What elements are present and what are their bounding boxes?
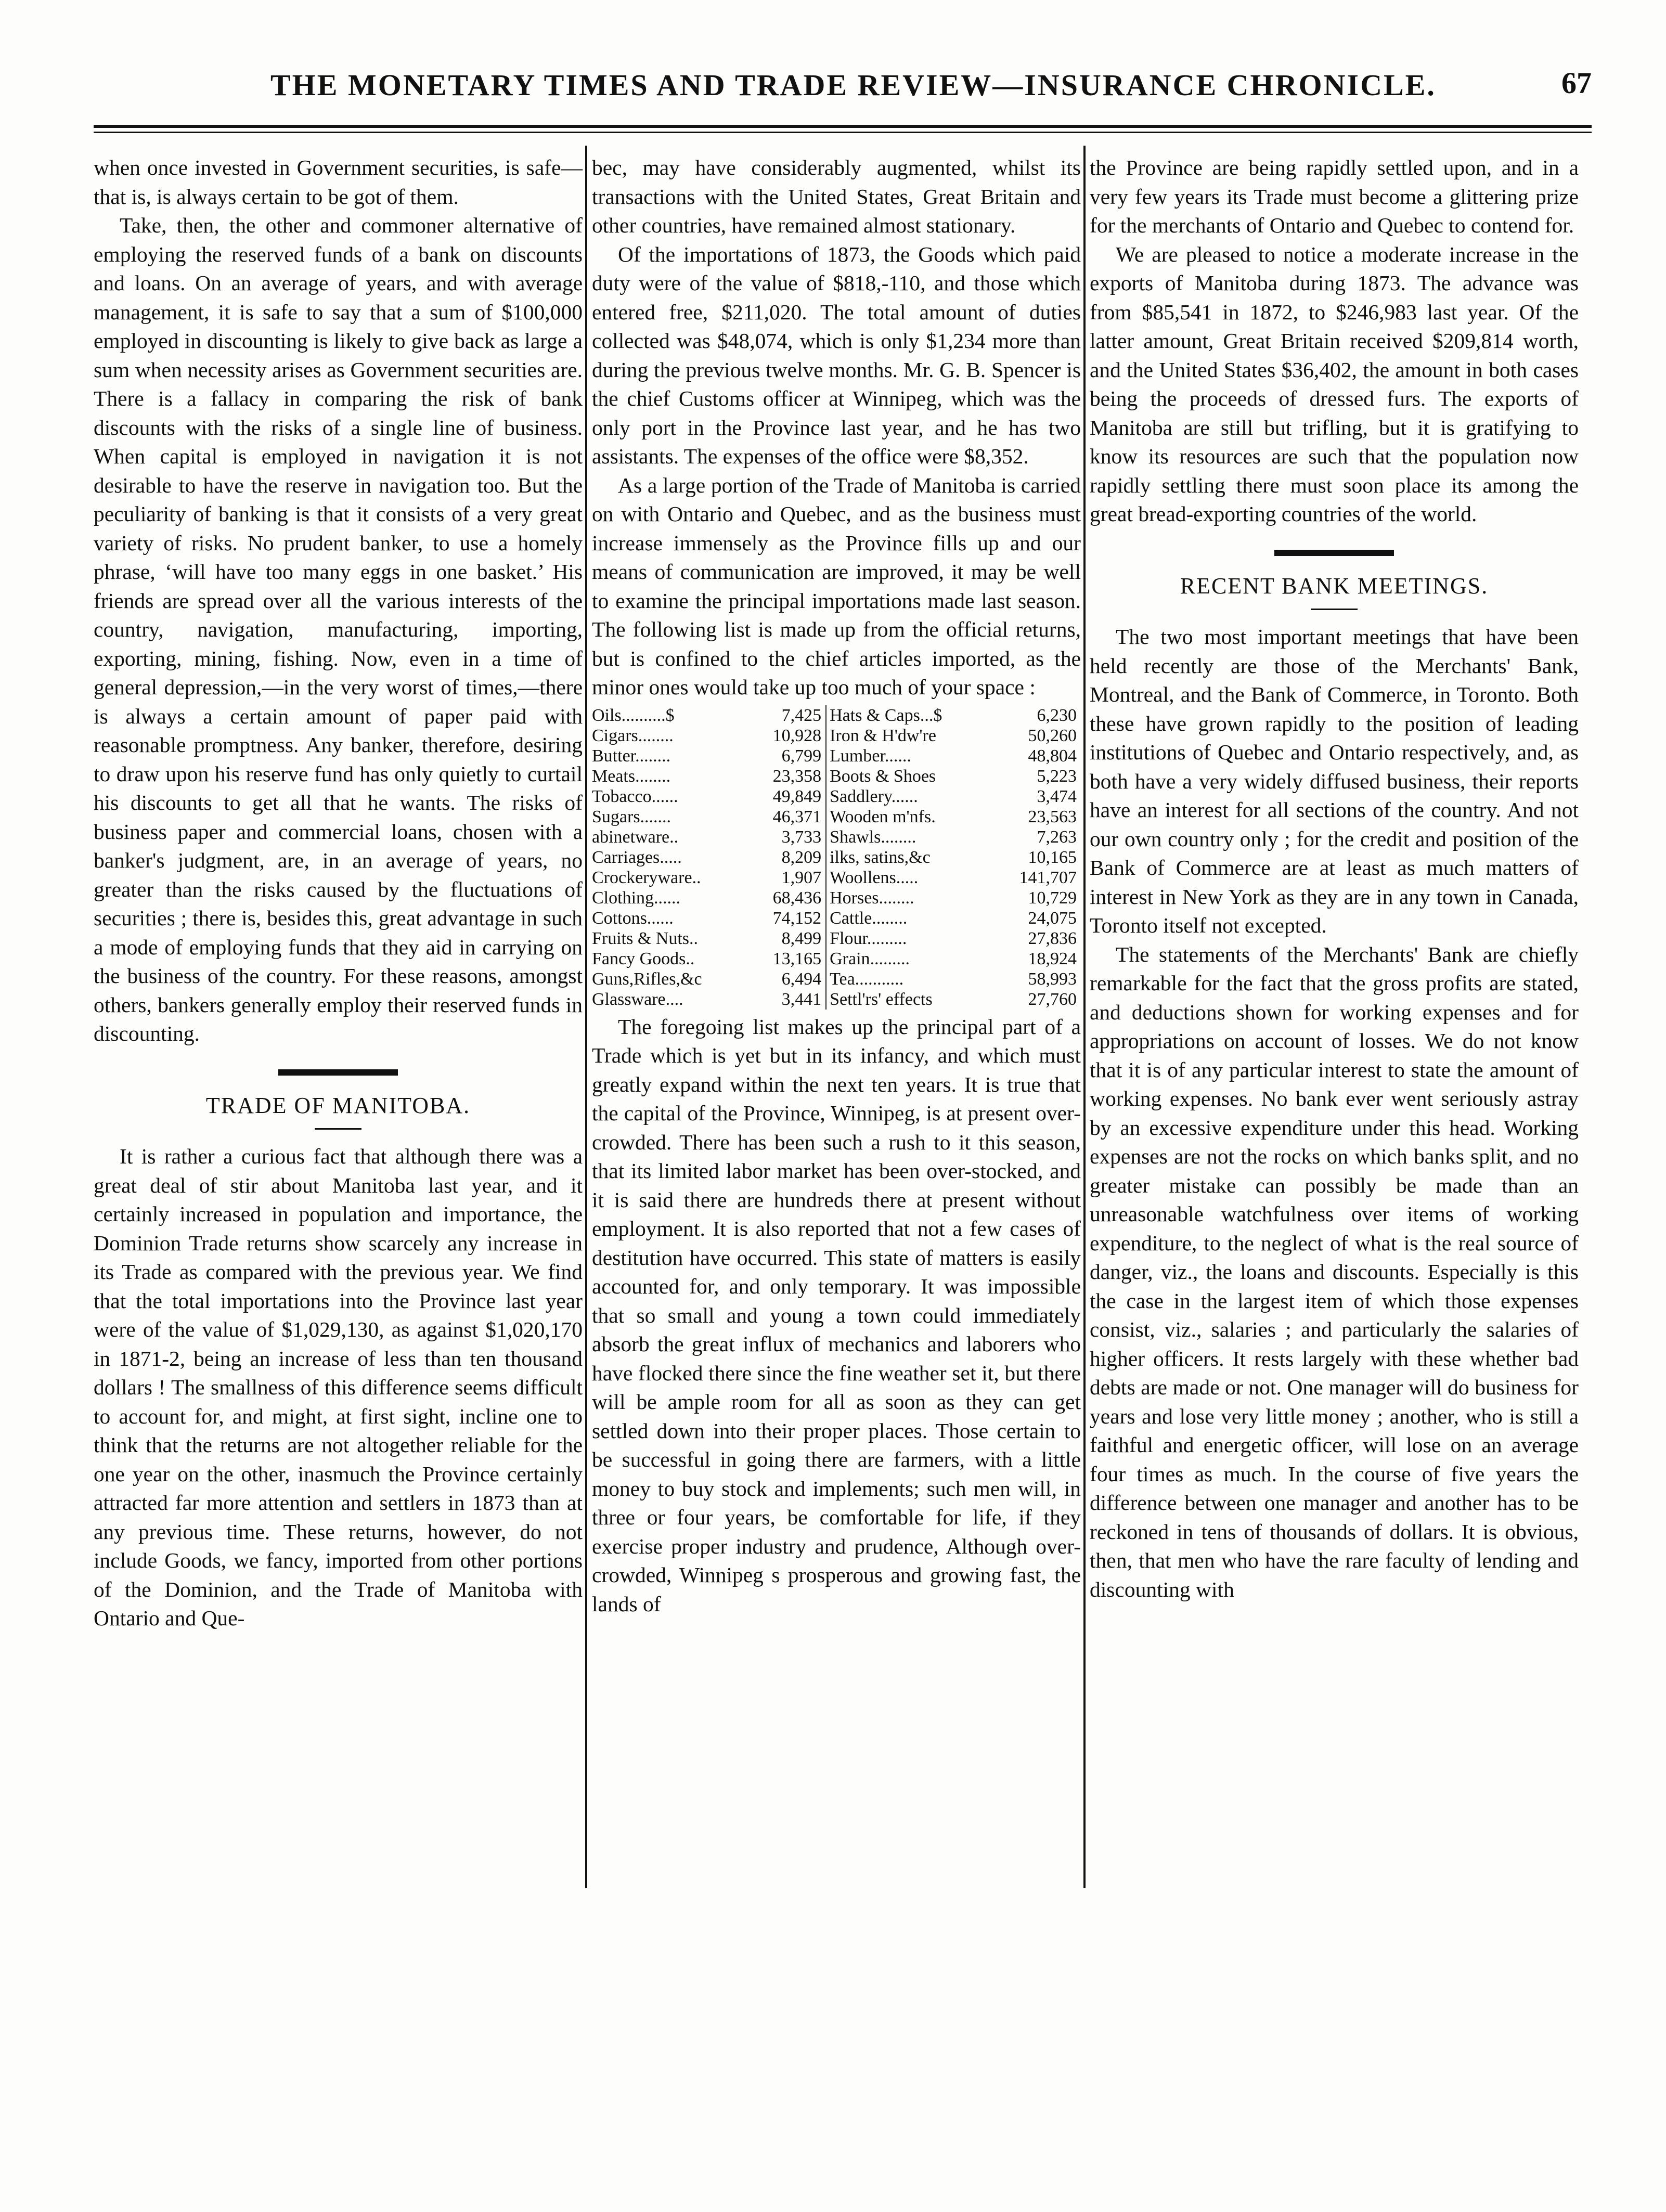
item-name: abinetware.. <box>592 827 679 847</box>
item-value: 24,075 <box>1028 908 1077 928</box>
item-value: 141,707 <box>1019 868 1077 887</box>
table-row <box>592 989 1081 1010</box>
item-name: Grain......... <box>826 949 992 969</box>
column-right <box>1090 153 1579 1604</box>
paragraph: the Province are being rapidly settled upon, and in a very few years its Trade must become a glittering prize for the merchants of Ontario and Quebec to contend for. <box>1090 156 1579 237</box>
item-name: Crockeryware.. <box>592 868 701 887</box>
item-name: Settl'rs' effects <box>826 989 992 1010</box>
item-name: Lumber...... <box>826 746 992 766</box>
item-name: Shawls........ <box>826 827 992 847</box>
item-name: Boots & Shoes <box>826 766 992 786</box>
paragraph: As a large portion of the Trade of Manitoba is carried on with Ontario and Quebec, and as the business must increase immensely as the Province fills up and our means of communication are improved, it may be well to examine the principal importations made last season. The following list is made up from the official returns, but is confined to the chief articles imported, as the minor ones would take up too much of your space : <box>592 473 1081 699</box>
table-row <box>592 786 1081 807</box>
section-rule <box>278 1069 398 1076</box>
table-row <box>592 726 1081 746</box>
table-row <box>592 827 1081 847</box>
table-row <box>592 766 1081 786</box>
item-value: 10,729 <box>1028 888 1077 908</box>
table-row <box>592 807 1081 827</box>
item-value: 46,371 <box>772 807 822 826</box>
item-name: Carriages..... <box>592 847 682 867</box>
table-row <box>592 847 1081 868</box>
item-value: 6,799 <box>781 746 822 766</box>
publication-title: THE MONETARY TIMES AND TRADE REVIEW—INSURANCE CHRONICLE. <box>270 68 1436 102</box>
item-value: 1,907 <box>781 868 822 887</box>
table-row <box>592 888 1081 908</box>
paragraph: We are pleased to notice a moderate increase in the exports of Manitoba during 1873. The advance was from $85,541 in 1872, to $246,983 last year. Of the latter amount, Great Britain received $209,814 worth, and the United States $36,402, the amount in both cases being the proceeds of dressed furs. The exports of Manitoba are still but trifling, but it is gratifying to know its resources are such that the population now rapidly settling there must soon place its among the great bread-exporting countries of the world. <box>1090 242 1579 526</box>
item-name: Flour......... <box>826 928 992 949</box>
item-name: Wooden m'nfs. <box>826 807 992 827</box>
item-value: 6,494 <box>781 969 822 989</box>
paragraph: The statements of the Merchants' Bank are chiefly remarkable for the fact that the gross profits are stated, and deductions shown for working expenses and for appropriations on account of losses. We do not know that it is of any particular interest to state the amount of working expenses. No bank ever went seriously astray by an excessive expenditure under this head. Working expenses are not the rocks on which banks split, and no greater mistake can possibly be made than an unreasonable watchfulness over items of working expenditure, to the neglect of what is the real source of danger, viz., the loans and discounts. Especially is this the case in the largest item of which those expenses consist, viz., salaries ; and particularly the salaries of higher officers. It rests largely with these whether bad debts are made or not. One manager will do business for years and lose very little money ; another, who is still a faithful and energetic officer, will lose on an average four times as much. In the course of five years the difference between one manager and another has to be reckoned in tens of thousands of dollars. It is obvious, then, that men who have the rare faculty of lending and discounting with <box>1090 942 1579 1601</box>
paragraph: when once invested in Government securities, is safe—that is, is always certain to be got of them. <box>94 156 583 209</box>
table-row <box>592 746 1081 766</box>
item-value: 68,436 <box>772 888 822 908</box>
item-name: Cottons...... <box>592 908 674 928</box>
item-value: 58,993 <box>1028 969 1077 989</box>
item-value: 27,836 <box>1028 928 1077 948</box>
table-row <box>592 908 1081 928</box>
section-rule <box>1274 550 1394 556</box>
item-name: Tea........... <box>826 969 992 989</box>
table-row <box>592 705 1081 726</box>
paragraph: It is rather a curious fact that although there was a great deal of stir about Manitoba last year, and it certainly increased in population and importance, the Dominion Trade returns show scarcely any increase in its Trade as compared with the previous year. We find that the total importations into the Province last year were of the value of $1,029,130, as against $1,020,170 in 1871-2, being an increase of less than ten thousand dollars ! The smallness of this difference seems difficult to account for, and might, at first sight, incline one to think that the returns are not altogether reliable for the one year on the other, inasmuch the Province certainly attracted far more attention and settlers in 1873 than at any previous time. These returns, however, do not include Goods, we fancy, imported from other portions of the Dominion, and the Trade of Manitoba with Ontario and Que- <box>94 1144 583 1630</box>
item-name: Saddlery...... <box>826 786 992 807</box>
item-name: Woollens..... <box>826 868 992 888</box>
imports-table <box>592 705 1081 1010</box>
item-value: 50,260 <box>1028 726 1077 745</box>
table-row <box>592 868 1081 888</box>
item-name: Clothing...... <box>592 888 681 908</box>
item-name: Sugars....... <box>592 807 671 826</box>
section-title-trade-of-manitoba: TRADE OF MANITOBA. <box>205 1092 471 1118</box>
item-name: Butter........ <box>592 746 671 766</box>
column-middle <box>592 153 1081 1619</box>
item-value: 7,263 <box>1037 827 1077 847</box>
paragraph: The foregoing list makes up the principal part of a Trade which is yet but in its infancy, and which must greatly expand within the next ten years. It is true that the capital of the Province, Winnipeg, is at present over-crowded. There has been such a rush to it this season, that its limited labor market has been over-stocked, and it is said there are hundreds there at present without employment. It is also reported that not a few cases of destitution have occurred. This state of matters is easily accounted for, and only temporary. It was impossible that so small and young a town could immediately absorb the great influx of mechanics and laborers who have flocked there since the fine weather set it, but there will be ample room for all as soon as they can get settled down into their proper places. Those certain to be successful in going there are farmers, with a little money to buy stock and implements; such men will, in three or four years, be comfortable for life, if they exercise proper industry and prudence, Although over-crowded, Winnipeg s prosperous and growing fast, the lands of <box>592 1014 1081 1616</box>
item-name: Meats........ <box>592 766 671 786</box>
paragraph: Take, then, the other and commoner alternative of employing the reserved funds of a bank on discounts and loans. On an average of years, and with average management, it is safe to say that a sum of $100,000 employed in discounting is likely to give back as large a sum when necessity arises as Government securities are. There is a fallacy in comparing the risk of bank discounts with the risks of a single line of business. When capital is employed in navigation it is not desirable to have the reserve in navigation too. But the peculiarity of banking is that it consists of a very great variety of risks. No prudent banker, to use a homely phrase, ‘will have too many eggs in one basket.’ His friends are spread over all the various interests of the country, navigation, manufacturing, importing, exporting, mining, fishing. Now, even in a time of general depression,—in the very worst of times,—there is always a certain amount of paper paid with reasonable promptness. Any banker, therefore, desiring to draw upon his reserve fund has only quietly to curtail his discounts to get all that he wants. The risks of business paper and commercial loans, chosen with a banker's judgment, are, in an average of years, no greater than the risks caused by the fluctuations of securities ; there is, besides this, great advantage in such a mode of employing funds that they aid in carrying on the business of the country. For these reasons, amongst others, bankers generally employ their reserved funds in discounting. <box>94 213 583 1045</box>
item-name: Cigars........ <box>592 726 674 745</box>
item-name: ilks, satins,&c <box>826 847 992 868</box>
item-value: 3,733 <box>781 827 822 847</box>
item-value: 23,563 <box>1028 807 1077 826</box>
item-value: 7,425 <box>781 705 822 725</box>
item-name: Iron & H'dw're <box>826 726 992 746</box>
item-value: 27,760 <box>1028 989 1077 1009</box>
item-name: Fruits & Nuts.. <box>592 928 699 948</box>
item-value: 48,804 <box>1028 746 1077 766</box>
column-left <box>94 153 583 1633</box>
item-value: 13,165 <box>772 949 822 968</box>
item-name: Horses........ <box>826 888 992 908</box>
section-title-recent-bank-meetings: RECENT BANK MEETINGS. <box>1180 573 1489 599</box>
paragraph: The two most important meetings that have been held recently are those of the Merchants' Bank, Montreal, and the Bank of Commerce, in Toronto. Both these have grown rapidly to the position of leading institutions of Quebec and Ontario respectively, and, as both have a very widely diffused business, their reports have an interest for all sections of the country. And not our own country only ; for the credit and position of the Bank of Commerce are at least as much matters of interest in New York as they are in any town in Canada, Toronto itself not excepted. <box>1090 625 1579 937</box>
item-name: Glassware.... <box>592 989 683 1009</box>
table-row <box>592 928 1081 949</box>
item-name: Guns,Rifles,&c <box>592 969 702 989</box>
item-value: 23,358 <box>772 766 822 786</box>
table-row <box>592 949 1081 969</box>
item-name: Tobacco...... <box>592 786 678 806</box>
page-number: 67 <box>1561 66 1592 100</box>
page-header <box>94 68 1592 109</box>
item-value: 5,223 <box>1037 766 1077 786</box>
column-divider <box>1083 146 1086 1888</box>
item-value: 3,441 <box>781 989 822 1009</box>
item-value: 74,152 <box>772 908 822 928</box>
header-rule <box>94 125 1592 133</box>
table-row <box>592 969 1081 989</box>
paragraph: Of the importations of 1873, the Goods which paid duty were of the value of $818,-110, and those which entered free, $211,020. The total amount of duties collected was $48,074, which is only $1,234 more than during the previous twelve months. Mr. G. B. Spencer is the chief Customs officer at Winnipeg, which was the only port in the Province last year, and he has two assistants. The expenses of the office were $8,352. <box>592 242 1081 468</box>
item-name: Cattle........ <box>826 908 992 928</box>
item-value: 8,499 <box>781 928 822 948</box>
item-name: Oils..........$ <box>592 705 675 725</box>
item-name: Fancy Goods.. <box>592 949 695 968</box>
item-value: 10,928 <box>772 726 822 745</box>
column-divider <box>585 146 587 1888</box>
item-value: 3,474 <box>1037 786 1077 806</box>
item-value: 8,209 <box>781 847 822 867</box>
item-value: 10,165 <box>1028 847 1077 867</box>
item-value: 6,230 <box>1037 705 1077 725</box>
item-value: 49,849 <box>772 786 822 806</box>
item-name: Hats & Caps...$ <box>826 705 992 726</box>
item-value: 18,924 <box>1028 949 1077 968</box>
paragraph: bec, may have considerably augmented, whilst its transactions with the United States, Great Britain and other countries, have remained almost stationary. <box>592 156 1081 237</box>
